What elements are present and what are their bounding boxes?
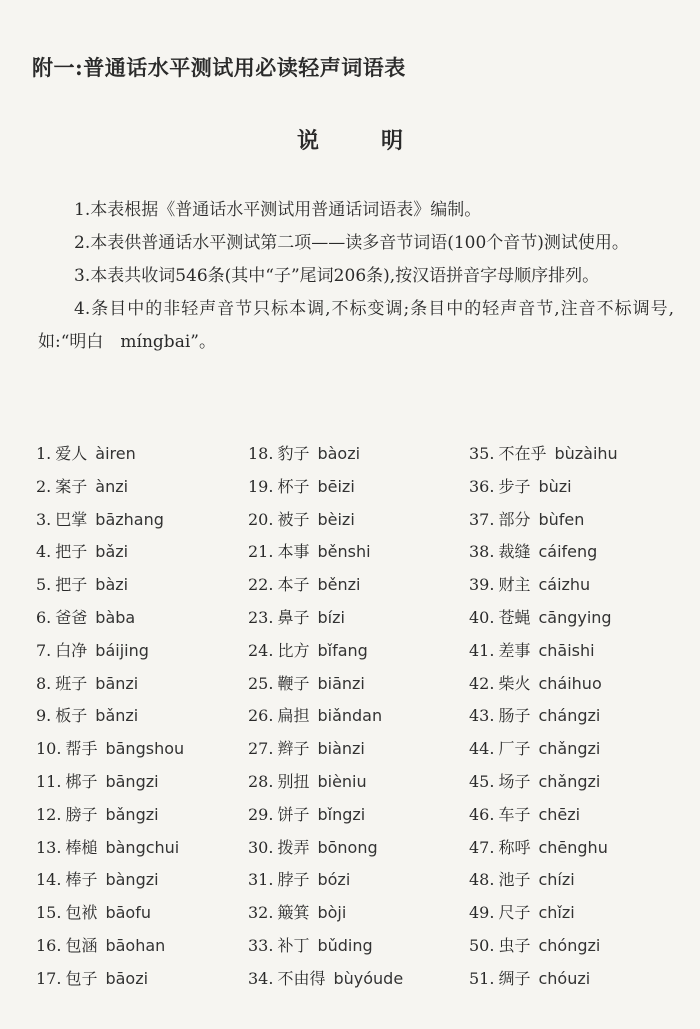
- entry-word: 裁缝: [498, 542, 531, 562]
- entry-num: 34.: [248, 968, 274, 988]
- word-entry: [469, 766, 700, 799]
- word-entry: [469, 668, 700, 701]
- entry-num: 2.: [36, 476, 52, 496]
- entry-num: 38.: [469, 542, 495, 562]
- word-entry: [469, 635, 700, 668]
- entry-word: 班子: [55, 673, 88, 693]
- word-entry: [36, 668, 276, 701]
- entry-num: 7.: [36, 640, 52, 660]
- entry-pinyin: bōnong: [317, 837, 378, 857]
- section-title: 说明: [296, 128, 465, 154]
- entry-num: 22.: [248, 575, 274, 595]
- entry-num: 29.: [248, 804, 274, 824]
- entry-num: 13.: [36, 837, 62, 857]
- entry-word: 池子: [498, 870, 531, 890]
- word-entry: [469, 700, 700, 733]
- entry-num: 9.: [36, 706, 52, 726]
- entry-word: 拨弄: [277, 837, 310, 857]
- entry-pinyin: cáifeng: [538, 542, 598, 562]
- word-entry: [36, 864, 276, 897]
- entry-num: 15.: [36, 903, 62, 923]
- entry-pinyin: báijing: [95, 640, 149, 660]
- word-entry: [248, 930, 488, 963]
- entry-pinyin: biānzi: [317, 673, 365, 693]
- word-entry: [469, 471, 700, 504]
- entry-pinyin: cháihuo: [538, 673, 602, 693]
- entry-word: 鼻子: [277, 607, 310, 627]
- entry-word: 梆子: [65, 771, 98, 791]
- entry-num: 51.: [469, 968, 495, 988]
- entry-word: 板子: [55, 706, 88, 726]
- explanation-notes: [38, 194, 674, 359]
- word-entry: [248, 864, 488, 897]
- entry-pinyin: cáizhu: [538, 575, 591, 595]
- word-entry: [248, 536, 488, 569]
- word-entry: [469, 930, 700, 963]
- entry-word: 豹子: [277, 444, 310, 463]
- entry-word: 棒子: [65, 870, 98, 890]
- entry-pinyin: bāohan: [105, 935, 166, 955]
- word-entry: [36, 504, 276, 537]
- entry-word: 本事: [277, 542, 310, 562]
- entry-pinyin: bùzi: [538, 476, 572, 496]
- entry-pinyin: ànzi: [95, 476, 129, 496]
- entry-num: 39.: [469, 575, 495, 595]
- entry-num: 49.: [469, 903, 495, 923]
- entry-word: 本子: [277, 575, 310, 595]
- entry-word: 绸子: [498, 968, 531, 988]
- entry-word: 白净: [55, 640, 88, 660]
- entry-num: 30.: [248, 837, 274, 857]
- entry-pinyin: chóuzi: [538, 968, 591, 988]
- entry-word: 别扭: [277, 771, 310, 791]
- entry-word: 把子: [55, 542, 88, 562]
- word-entry: [248, 438, 488, 471]
- word-entry: [36, 897, 276, 930]
- entry-num: 24.: [248, 640, 274, 660]
- entry-num: 32.: [248, 903, 274, 923]
- entry-word: 虫子: [498, 935, 531, 955]
- entry-pinyin: bāngzi: [105, 771, 159, 791]
- entry-word: 爱人: [55, 444, 88, 463]
- entry-word: 被子: [277, 509, 310, 529]
- entry-num: 40.: [469, 607, 495, 627]
- entry-pinyin: bòji: [317, 903, 347, 923]
- word-entry: [469, 799, 700, 832]
- entry-pinyin: bǐfang: [317, 640, 368, 660]
- entry-num: 47.: [469, 837, 495, 857]
- entry-pinyin: chǎngzi: [538, 771, 601, 791]
- entry-pinyin: bānzi: [95, 673, 139, 693]
- entry-pinyin: bàngchui: [105, 837, 180, 857]
- entry-num: 17.: [36, 968, 62, 988]
- entry-word: 部分: [498, 509, 531, 529]
- page-heading: 附一:普通话水平测试用必读轻声词语表: [32, 55, 406, 80]
- entry-word: 包袱: [65, 903, 98, 923]
- entry-word: 巴掌: [55, 509, 88, 529]
- word-entry: [469, 864, 700, 897]
- word-entry: [248, 963, 488, 996]
- word-entry: [36, 766, 276, 799]
- entry-num: 31.: [248, 870, 274, 890]
- entry-num: 4.: [36, 542, 52, 562]
- entry-word: 把子: [55, 575, 88, 595]
- entry-pinyin: bǐngzi: [317, 804, 366, 824]
- entry-num: 20.: [248, 509, 274, 529]
- entry-pinyin: běnshi: [317, 542, 371, 562]
- note-1: 1.本表根据《普通话水平测试用普通话词语表》编制。: [74, 200, 482, 220]
- word-entry: [36, 438, 276, 471]
- entry-num: 50.: [469, 935, 495, 955]
- entry-num: 5.: [36, 575, 52, 595]
- entry-num: 43.: [469, 706, 495, 726]
- entry-pinyin: bāofu: [105, 903, 151, 923]
- entry-word: 杯子: [277, 476, 310, 496]
- entry-pinyin: cāngying: [538, 607, 612, 627]
- word-entry: [36, 635, 276, 668]
- word-entry: [248, 799, 488, 832]
- entry-pinyin: bàba: [95, 607, 136, 627]
- entry-word: 鞭子: [277, 673, 310, 693]
- entry-word: 厂子: [498, 739, 531, 759]
- entry-num: 10.: [36, 739, 62, 759]
- entry-word: 补丁: [277, 935, 310, 955]
- entry-word: 肠子: [498, 706, 531, 726]
- entry-pinyin: bǎnzi: [95, 706, 139, 726]
- word-entry: [248, 569, 488, 602]
- entry-word: 饼子: [277, 804, 310, 824]
- entry-num: 28.: [248, 771, 274, 791]
- entry-num: 48.: [469, 870, 495, 890]
- entry-word: 尺子: [498, 903, 531, 923]
- entry-num: 36.: [469, 476, 495, 496]
- word-entry: [469, 536, 700, 569]
- entry-word: 辫子: [277, 739, 310, 759]
- entry-pinyin: àiren: [95, 444, 136, 463]
- entry-pinyin: bāozi: [105, 968, 149, 988]
- entry-word: 簸箕: [277, 903, 310, 923]
- entry-pinyin: bǔding: [317, 935, 373, 955]
- entry-pinyin: bāzhang: [95, 509, 164, 529]
- word-entry: [469, 569, 700, 602]
- word-entry: [248, 635, 488, 668]
- word-entry: [36, 799, 276, 832]
- entry-num: 41.: [469, 640, 495, 660]
- word-entry: [248, 766, 488, 799]
- entry-num: 21.: [248, 542, 274, 562]
- entry-word: 财主: [498, 575, 531, 595]
- entry-word: 称呼: [498, 837, 531, 857]
- entry-pinyin: chízi: [538, 870, 575, 890]
- entry-num: 11.: [36, 771, 62, 791]
- entry-num: 6.: [36, 607, 52, 627]
- entry-num: 42.: [469, 673, 495, 693]
- entry-pinyin: bízi: [317, 607, 345, 627]
- entry-pinyin: chēnghu: [538, 837, 608, 857]
- entry-word: 扁担: [277, 706, 310, 726]
- entry-num: 27.: [248, 739, 274, 759]
- word-entry: [36, 471, 276, 504]
- entry-pinyin: bǎngzi: [105, 804, 159, 824]
- word-entry: [248, 700, 488, 733]
- entry-word: 比方: [277, 640, 310, 660]
- entry-pinyin: chángzi: [538, 706, 601, 726]
- entry-num: 26.: [248, 706, 274, 726]
- word-entry: [469, 832, 700, 865]
- word-entry: [36, 700, 276, 733]
- entry-pinyin: chǎngzi: [538, 739, 601, 759]
- word-column-3: [469, 438, 700, 996]
- entry-word: 爸爸: [55, 607, 88, 627]
- entry-pinyin: biǎndan: [317, 706, 383, 726]
- word-entry: [36, 569, 276, 602]
- note-3: 3.本表共收词546条(其中“子”尾词206条),按汉语拼音字母顺序排列。: [74, 266, 600, 286]
- entry-pinyin: chǐzi: [538, 903, 575, 923]
- word-entry: [469, 504, 700, 537]
- word-entry: [469, 963, 700, 996]
- entry-num: 44.: [469, 739, 495, 759]
- entry-num: 19.: [248, 476, 274, 496]
- entry-word: 差事: [498, 640, 531, 660]
- word-entry: [469, 438, 700, 471]
- entry-num: 45.: [469, 771, 495, 791]
- entry-word: 柴火: [498, 673, 531, 693]
- entry-word: 场子: [498, 771, 531, 791]
- entry-num: 3.: [36, 509, 52, 529]
- entry-word: 帮手: [65, 739, 98, 759]
- entry-num: 8.: [36, 673, 52, 693]
- note-4: 4.条目中的非轻声音节只标本调,不标变调;条目中的轻声音节,注音不标调号,如:“明白 míngbai”。: [38, 299, 674, 352]
- entry-word: 棒槌: [65, 837, 98, 857]
- note-2: 2.本表供普通话水平测试第二项——读多音节词语(100个音节)测试使用。: [74, 233, 629, 253]
- entry-word: 车子: [498, 804, 531, 824]
- word-entry: [248, 897, 488, 930]
- entry-pinyin: bāngshou: [105, 739, 185, 759]
- word-entry: [469, 897, 700, 930]
- word-entry: [36, 963, 276, 996]
- entry-pinyin: bēizi: [317, 476, 355, 496]
- entry-num: 35.: [469, 444, 495, 463]
- word-entry: [36, 832, 276, 865]
- entry-word: 案子: [55, 476, 88, 496]
- entry-word: 脖子: [277, 870, 310, 890]
- entry-word: 膀子: [65, 804, 98, 824]
- entry-num: 46.: [469, 804, 495, 824]
- entry-pinyin: bózi: [317, 870, 351, 890]
- entry-pinyin: bùyóude: [333, 968, 404, 988]
- entry-pinyin: běnzi: [317, 575, 361, 595]
- entry-word: 包子: [65, 968, 98, 988]
- entry-pinyin: chēzi: [538, 804, 581, 824]
- word-column-1: [36, 438, 276, 996]
- word-entry: [248, 602, 488, 635]
- entry-num: 33.: [248, 935, 274, 955]
- word-entry: [248, 471, 488, 504]
- entry-pinyin: bǎzi: [95, 542, 129, 562]
- entry-num: 1.: [36, 444, 52, 463]
- entry-pinyin: bièniu: [317, 771, 367, 791]
- entry-pinyin: bàzi: [95, 575, 129, 595]
- entry-pinyin: bùzàihu: [554, 444, 618, 463]
- entry-num: 12.: [36, 804, 62, 824]
- entry-num: 25.: [248, 673, 274, 693]
- word-entry: [36, 930, 276, 963]
- entry-word: 不由得: [277, 968, 326, 988]
- entry-num: 14.: [36, 870, 62, 890]
- word-entry: [469, 733, 700, 766]
- word-entry: [469, 602, 700, 635]
- entry-num: 18.: [248, 444, 274, 463]
- word-entry: [36, 536, 276, 569]
- word-column-2: [248, 438, 488, 996]
- entry-word: 包涵: [65, 935, 98, 955]
- word-entry: [248, 668, 488, 701]
- word-entry: [36, 733, 276, 766]
- entry-num: 16.: [36, 935, 62, 955]
- word-entry: [36, 602, 276, 635]
- entry-pinyin: bùfen: [538, 509, 585, 529]
- entry-word: 苍蝇: [498, 607, 531, 627]
- word-entry: [248, 832, 488, 865]
- word-entry: [248, 504, 488, 537]
- entry-pinyin: bàngzi: [105, 870, 159, 890]
- entry-num: 23.: [248, 607, 274, 627]
- entry-word: 不在乎: [498, 444, 547, 463]
- entry-pinyin: chāishi: [538, 640, 595, 660]
- entry-pinyin: bàozi: [317, 444, 361, 463]
- entry-num: 37.: [469, 509, 495, 529]
- entry-pinyin: bèizi: [317, 509, 355, 529]
- entry-word: 步子: [498, 476, 531, 496]
- entry-pinyin: chóngzi: [538, 935, 601, 955]
- entry-pinyin: biànzi: [317, 739, 365, 759]
- word-entry: [248, 733, 488, 766]
